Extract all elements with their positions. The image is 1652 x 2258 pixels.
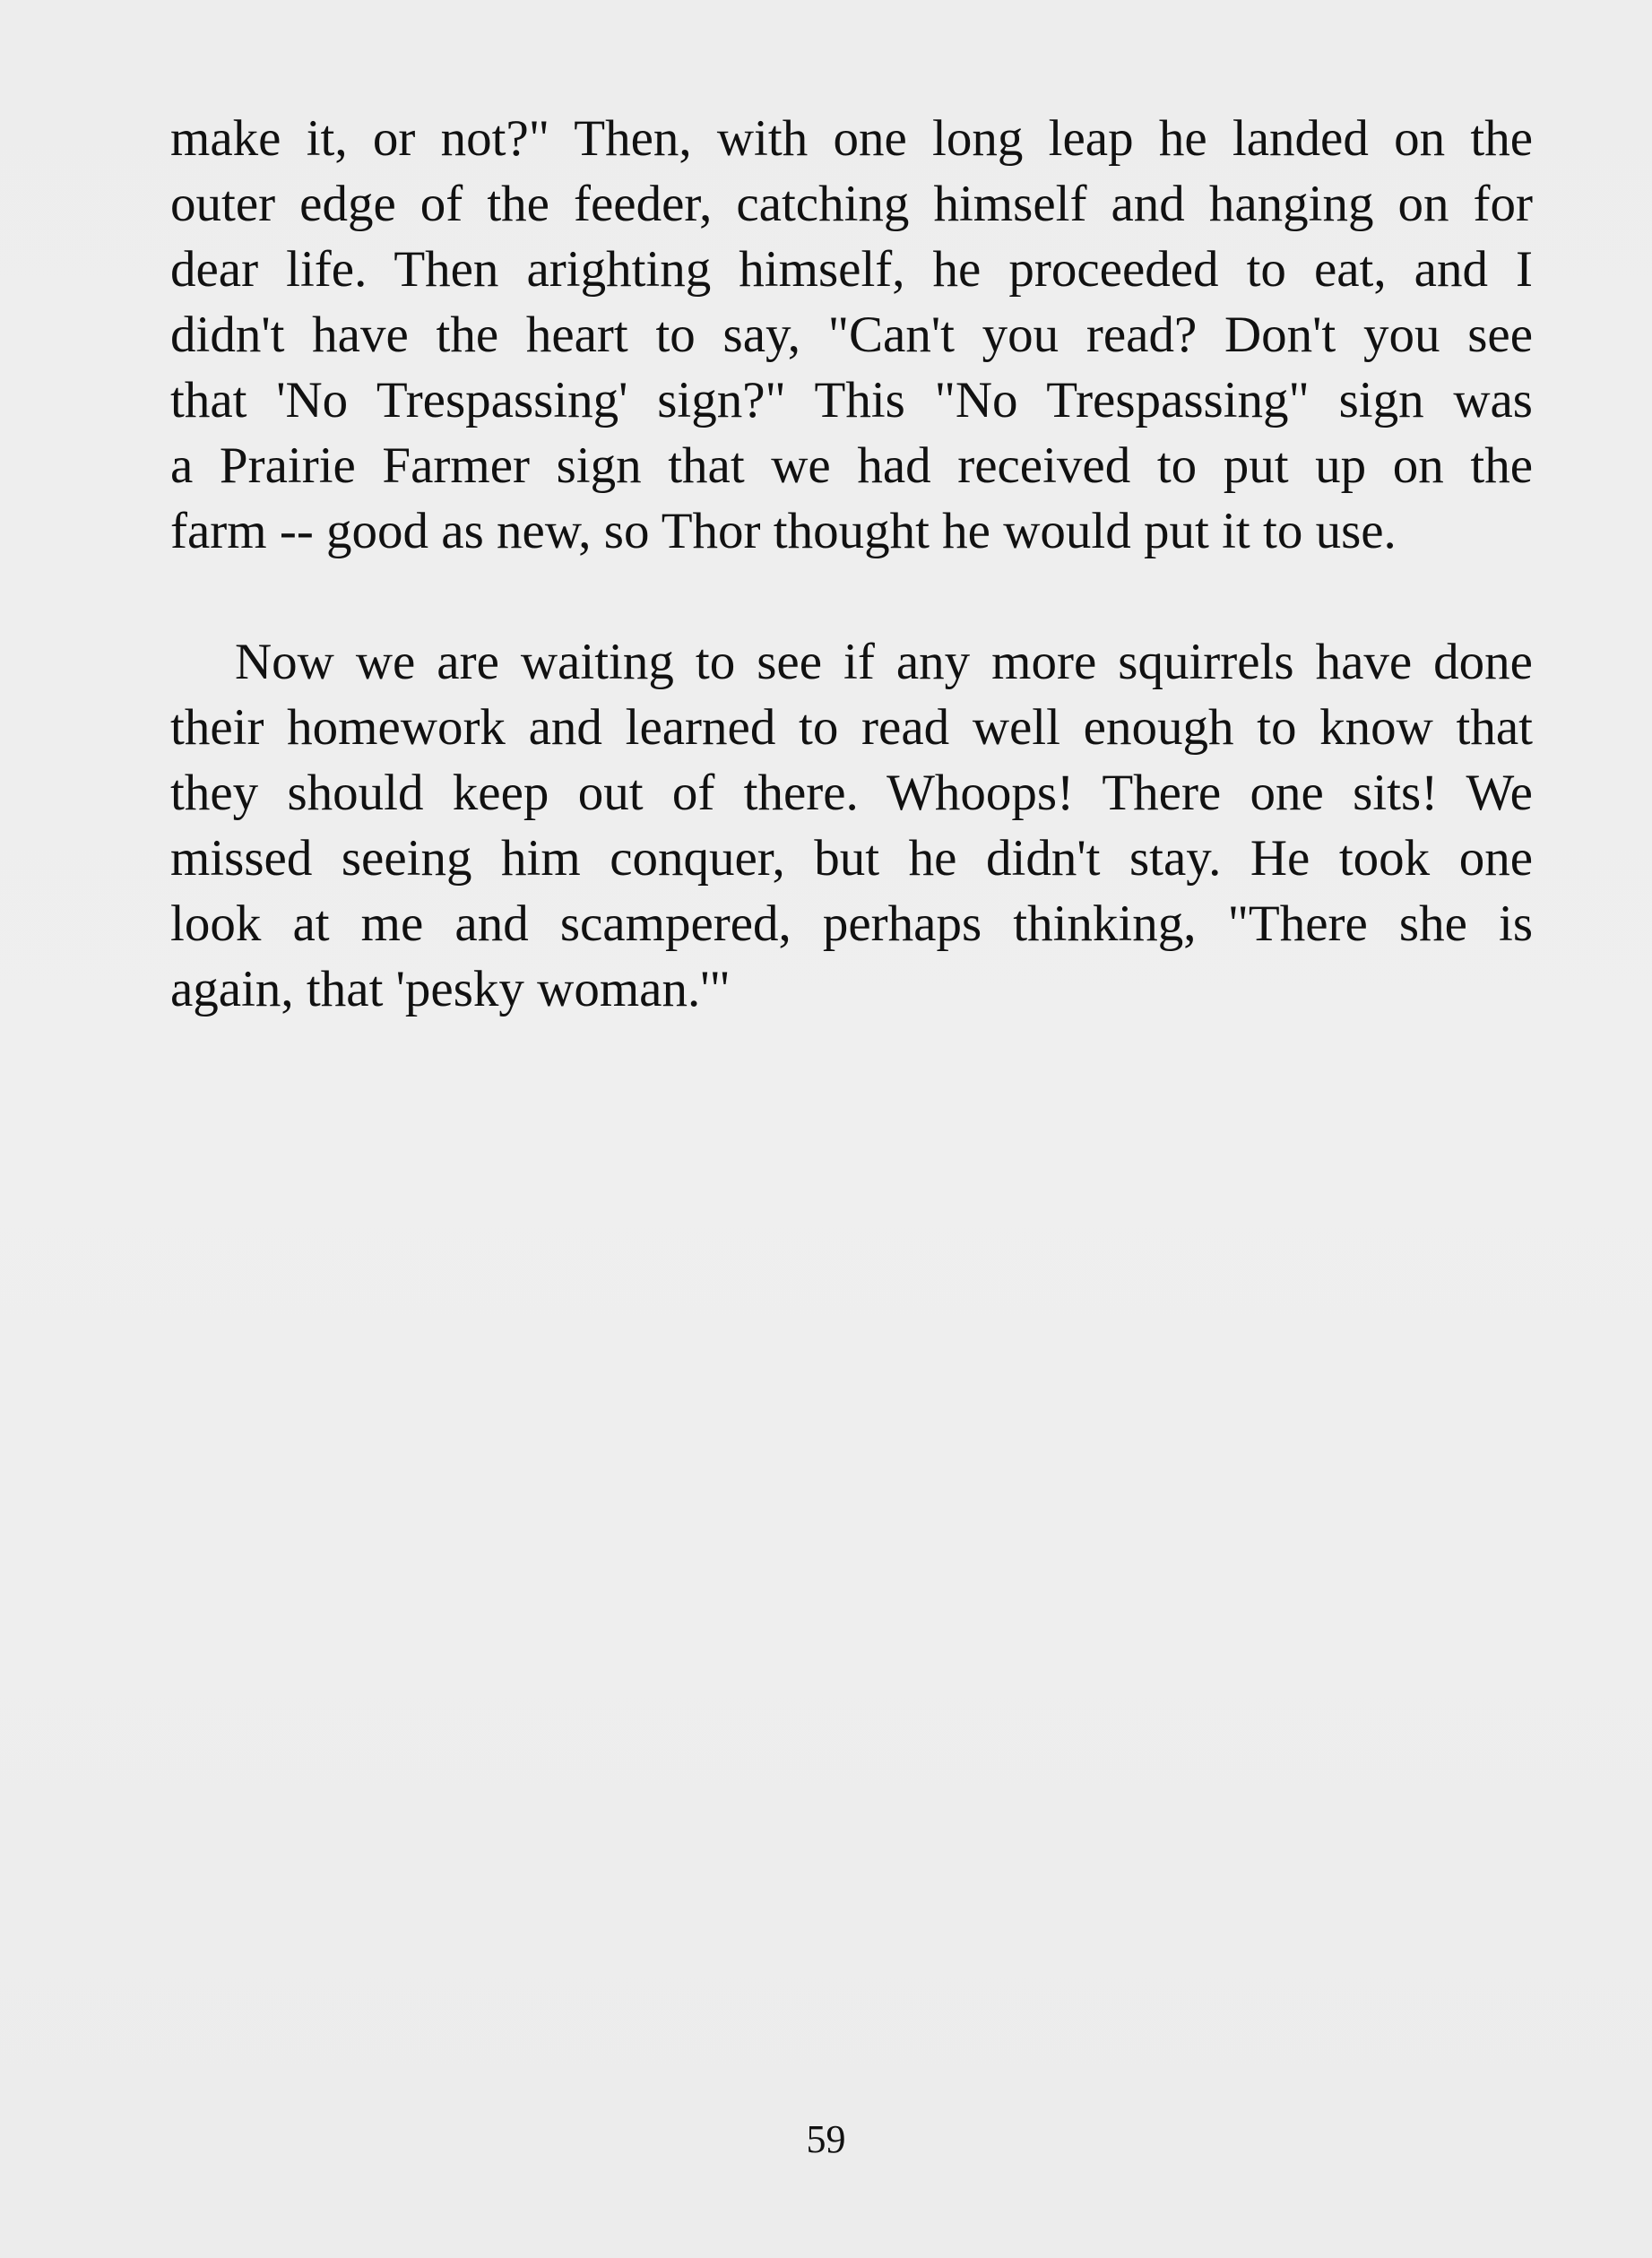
paragraph-1-line-3: dear life. Then arighting himself, he proceeded to eat, and I (170, 241, 1533, 298)
paragraph-2-line-6: again, that 'pesky woman.'" (170, 961, 731, 1017)
paragraph-1 (170, 106, 1533, 564)
paragraph-1-line-1: make it, or not?" Then, with one long leap he landed on the (170, 110, 1533, 167)
paragraph-2-line-5: look at me and scampered, perhaps thinking, "There she is (170, 895, 1533, 952)
paragraph-2-line-2: their homework and learned to read well enough to know that (170, 699, 1533, 756)
paragraph-2 (170, 629, 1533, 1022)
paragraph-1-line-2: outer edge of the feeder, catching himself and hanging on for (170, 176, 1533, 232)
paragraph-2-line-4: missed seeing him conquer, but he didn't stay. He took one (170, 830, 1533, 887)
paragraph-2-line-3: they should keep out of there. Whoops! There one sits! We (170, 765, 1533, 821)
page-number: 59 (806, 2117, 846, 2161)
paragraph-2-line-1: Now we are waiting to see if any more squirrels have done (235, 634, 1533, 690)
paragraph-1-line-7: farm -- good as new, so Thor thought he would put it to use. (170, 503, 1397, 559)
paragraph-1-line-4: didn't have the heart to say, "Can't you read? Don't you see (170, 307, 1533, 363)
paragraph-1-line-6: a Prairie Farmer sign that we had received to put up on the (170, 437, 1533, 494)
paragraph-1-line-5: that 'No Trespassing' sign?" This "No Trespassing" sign was (170, 372, 1533, 428)
